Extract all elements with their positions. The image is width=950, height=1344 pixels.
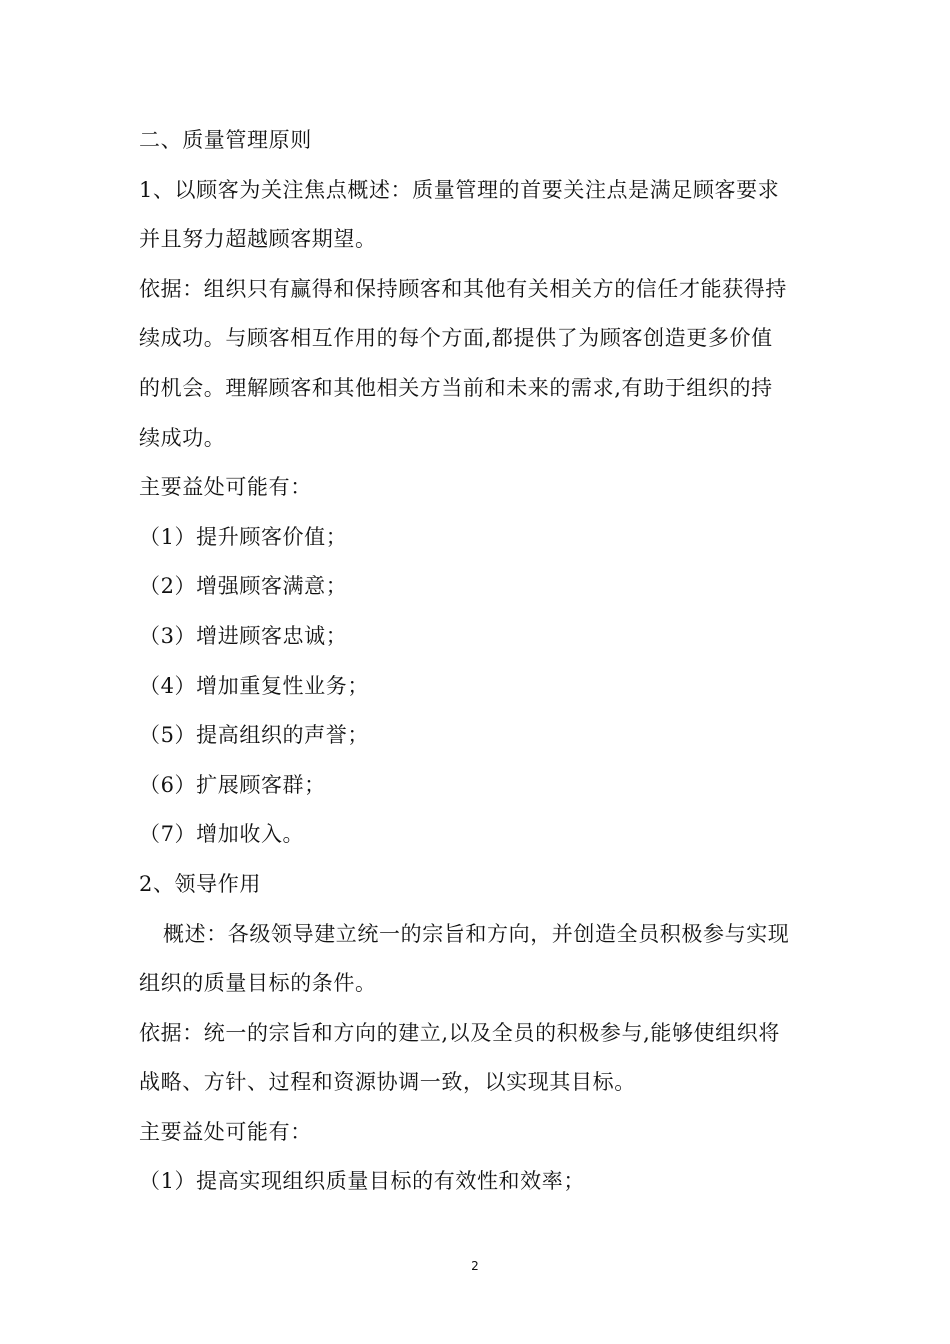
paragraph-line: 1、以顾客为关注焦点概述：质量管理的首要关注点是满足顾客要求 <box>139 177 780 202</box>
paragraph-line: 战略、方针、过程和资源协调一致，以实现其目标。 <box>139 1070 636 1095</box>
list-item: （7）增加收入。 <box>139 822 305 847</box>
document-body <box>139 116 829 1207</box>
list-item: （6）扩展顾客群； <box>139 772 326 797</box>
benefits-heading: 主要益处可能有： <box>139 475 312 500</box>
list-item: （1）提高实现组织质量目标的有效性和效率； <box>139 1169 585 1194</box>
paragraph-line: 续成功。与顾客相互作用的每个方面,都提供了为顾客创造更多价值 <box>139 326 773 351</box>
paragraph-line: 依据：统一的宗旨和方向的建立,以及全员的积极参与,能够使组织将 <box>139 1020 780 1045</box>
list-item: （2）增强顾客满意； <box>139 574 348 599</box>
paragraph-line: 概述：各级领导建立统一的宗旨和方向，并创造全员积极参与实现 <box>163 921 790 946</box>
section-heading: 二、质量管理原则 <box>139 128 312 152</box>
paragraph-line: 组织的质量目标的条件。 <box>139 971 377 996</box>
benefits-heading: 主要益处可能有： <box>139 1119 312 1144</box>
subsection-heading: 2、领导作用 <box>139 871 261 896</box>
list-item: （1）提升顾客价值； <box>139 524 348 549</box>
paragraph-line: 续成功。 <box>139 425 226 450</box>
paragraph-line: 的机会。理解顾客和其他相关方当前和未来的需求,有助于组织的持 <box>139 375 773 400</box>
paragraph-line: 并且努力超越顾客期望。 <box>139 227 377 252</box>
list-item: （3）增进顾客忠诚； <box>139 623 348 648</box>
paragraph-line: 依据：组织只有赢得和保持顾客和其他有关相关方的信任才能获得持 <box>139 276 787 301</box>
list-item: （5）提高组织的声誉； <box>139 723 369 748</box>
list-item: （4）增加重复性业务； <box>139 673 369 698</box>
page-number: 2 <box>471 1259 479 1273</box>
